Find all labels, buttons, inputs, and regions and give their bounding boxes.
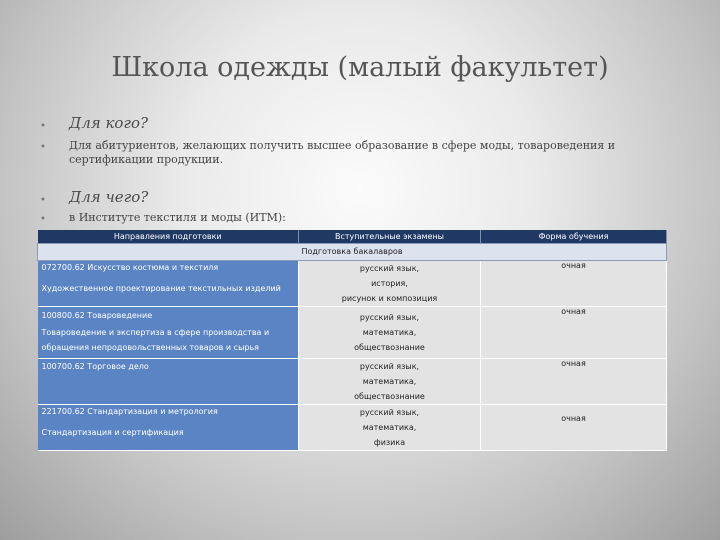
direction-cell [38, 359, 299, 405]
table-subheader-row [38, 244, 667, 261]
form-cell: очная [481, 261, 667, 307]
form-cell: очная [481, 405, 667, 451]
exams-cell [299, 261, 481, 307]
bullet-marker: • [40, 121, 46, 132]
direction-profile: Художественное проектирование текстильных изделий [41, 284, 281, 293]
table-row [38, 307, 667, 359]
header-form: Форма обучения [481, 230, 667, 244]
bullet-marker: • [40, 214, 46, 225]
direction-profile: Товароведение и экспертиза в сфере производства и [41, 328, 270, 337]
table-row [38, 359, 667, 405]
exams-cell [299, 307, 481, 359]
direction-profile: Стандартизация и сертификация [41, 428, 184, 437]
exams-cell [299, 359, 481, 405]
exam-item: русский язык, [359, 313, 420, 322]
direction-code: 100800.62 Товароведение [41, 311, 153, 320]
direction-cell [38, 405, 299, 451]
exam-item: математика, [362, 377, 417, 386]
exam-item: математика, [362, 328, 417, 337]
exam-item: математика, [362, 423, 417, 432]
direction-code: 221700.62 Стандартизация и метрология [41, 407, 218, 416]
audience-text-line1: Для абитуриентов, желающих получить высшее образование в сфере моды, товароведения и [69, 139, 616, 152]
direction-cell [38, 261, 299, 307]
bullet-marker: • [40, 195, 46, 206]
exam-item: физика [373, 438, 406, 447]
exams-cell [299, 405, 481, 451]
exam-item: рисунок и композиция [341, 294, 438, 303]
exam-item: обществознание [354, 343, 425, 352]
table-header-row [38, 230, 667, 244]
table-row [38, 261, 667, 307]
slide-title: Школа одежды (малый факультет) [111, 52, 609, 83]
exam-item: русский язык, [359, 362, 420, 371]
heading-for-whom: Для кого? [69, 114, 149, 132]
exam-item: обществознание [354, 392, 425, 401]
heading-for-what: Для чего? [69, 188, 149, 206]
bullet-marker: • [40, 142, 46, 153]
direction-code: 072700.62 Искусство костюма и текстиля [41, 263, 219, 272]
institute-text: в Институте текстиля и моды (ИТМ): [69, 211, 286, 224]
programs-table [37, 230, 667, 451]
table-row [38, 405, 667, 451]
direction-cell [38, 307, 299, 359]
form-cell: очная [481, 307, 667, 359]
subheader-bachelor: Подготовка бакалавров [38, 244, 667, 261]
header-directions: Направления подготовки [38, 230, 299, 244]
exam-item: русский язык, [359, 408, 420, 417]
exam-item: русский язык, [359, 264, 420, 273]
header-exams: Вступительные экзамены [299, 230, 481, 244]
audience-text [69, 139, 615, 167]
direction-code: 100700.62 Торговое дело [41, 362, 149, 371]
audience-text-line2: сертификации продукции. [69, 153, 224, 166]
exam-item: история, [371, 279, 408, 288]
form-cell: очная [481, 359, 667, 405]
direction-profile-cont: обращения непродовольственных товаров и сырья [41, 343, 259, 352]
